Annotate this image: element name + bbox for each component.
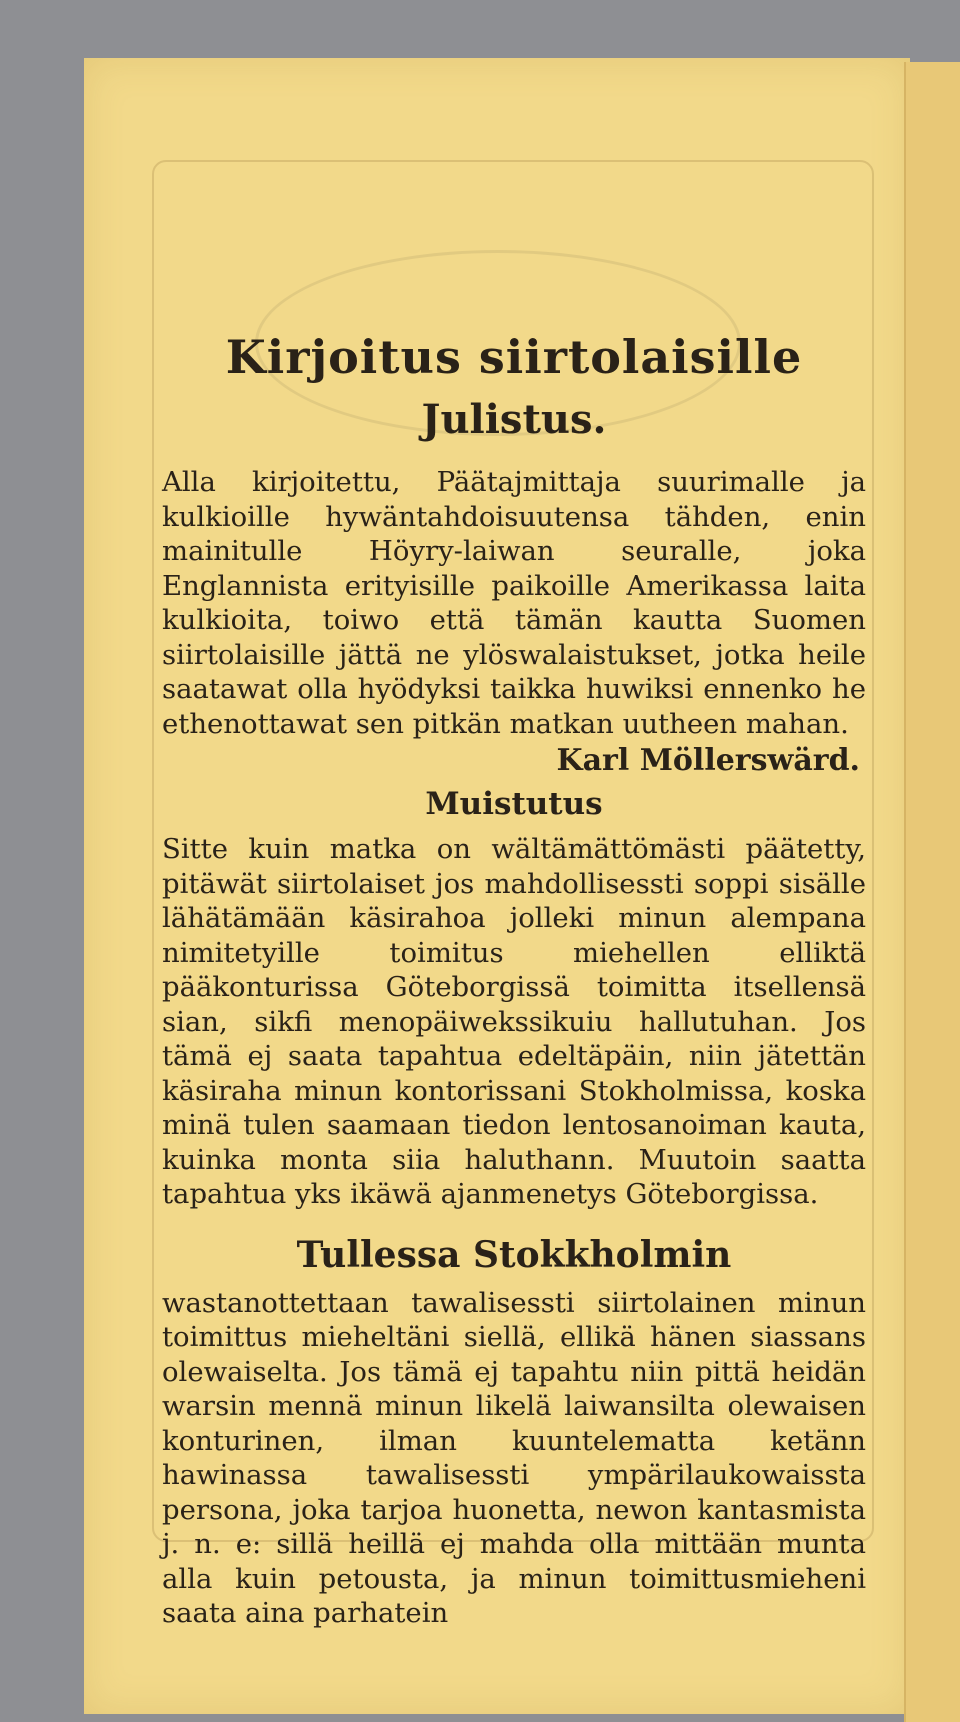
document-title: Kirjoitus siirtolaisille xyxy=(225,330,803,384)
signature: Karl Möllerswärd. xyxy=(556,743,860,778)
heading-reminder: Muistutus xyxy=(425,786,603,822)
paragraph-declaration: Alla kirjoitettu, Päätajmittaja suurimalle ja kulkioille hywäntahdoisuutensa tähden, enin mainitulle Höyry-laiwan seuralle, joka Englannista erityisille paikoille Amerikassa laita kulkioita, toiwo että tämän kautta Suomen siirtolaisille jättä ne ylöswalaistukset, jotka heile saatawat olla hyödyksi taikka huwiksi ennenko he ethenottawat sen pitkän matkan uutheen mahan. xyxy=(162,466,866,740)
heading-stockholm: Tullessa Stokkholmin xyxy=(296,1233,732,1276)
next-page-edge xyxy=(904,62,960,1722)
paragraph-stockholm: wastanottettaan tawalisessti siirtolainen minun toimittus mieheltäni siellä, ellikä hänen siassans olewaiselta. Jos tämä ej tapahtu niin pittä heidän warsin mennä minun likelä laiwansilta olewaisen konturinen, ilman kuuntelematta ketänn hawinassa tawalisessti ympärilaukowaissta persona, joka tarjoa huonetta, newon kantasmista j. n. e: sillä heillä ej mahda olla mittään munta alla kuin petousta, ja minun toimittusmieheni saata aina parhatein xyxy=(162,1286,866,1629)
paragraph-reminder: Sitte kuin matka on wältämättömästi päätetty, pitäwät siirtolaiset jos mahdollisessti soppi sisälle lähätämään käsirahoa jolleki minun alempana nimitetyille toimitus miehellen elliktä pääkonturissa Göteborgissä toimitta itsellensä sian, sikfi menopäiwekssikuiu hallutuhan. Jos tämä ej saata tapahtua edeltäpäin, niin jätettän käsiraha minun kontorissani Stokholmissa, koska minä tulen saamaan tiedon lentosanoiman kauta, kuinka monta siia haluthann. Muutoin saatta tapahtua yks ikäwä ajanmenetys Göteborgissa. xyxy=(162,833,866,1210)
document-subtitle: Julistus. xyxy=(421,396,607,443)
document-content xyxy=(162,300,866,1631)
